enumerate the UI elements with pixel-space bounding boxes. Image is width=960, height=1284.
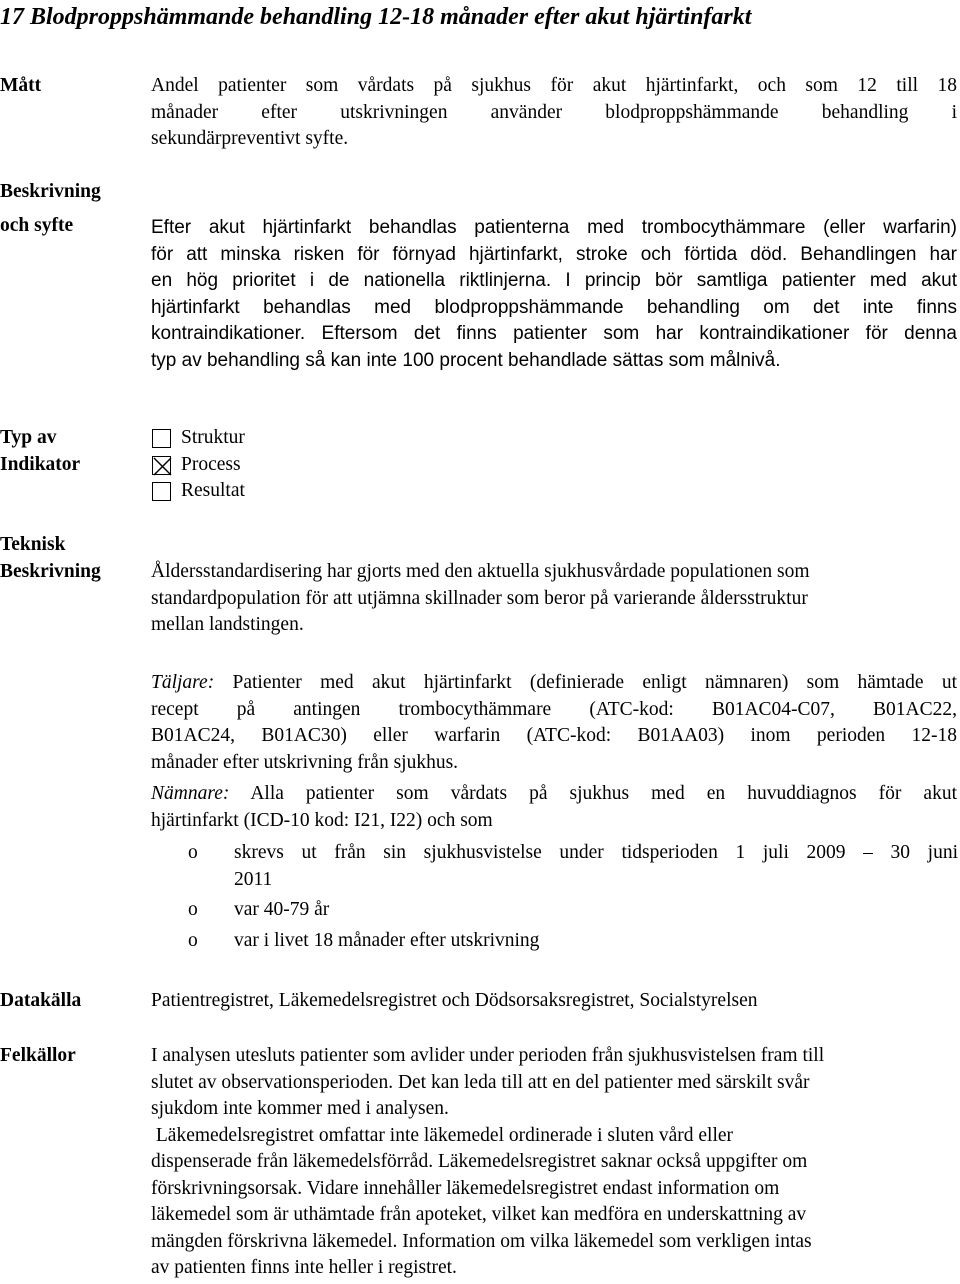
checkbox-resultat[interactable] (152, 482, 171, 501)
matt-line: månader efter utskrivningen använder blodproppshämmande behandling i (151, 101, 957, 123)
namnare-text (151, 781, 957, 834)
felkallor-line: läkemedel som är uthämtade från apoteket, vilket kan medföra en underskattning av (151, 1204, 807, 1225)
beskrivning-label-line: Beskrivning (0, 181, 101, 202)
teknisk-label-line: Teknisk (0, 534, 66, 555)
felkallor-text (151, 1043, 957, 1282)
beskrivning-line: en hög prioritet i de nationella riktlinjerna. I princip bör samtliga patienter med akut (151, 270, 957, 291)
beskrivning-label (0, 179, 140, 239)
checkmark-x-icon (153, 457, 172, 476)
teknisk-label (0, 532, 140, 585)
felkallor-line: Läkemedelsregistret omfattar inte läkemedel ordinerade i sluten vård eller (151, 1124, 734, 1146)
bullet-marker: o (188, 930, 198, 951)
matt-text (151, 73, 957, 153)
felkallor-line: slutet av observationsperioden. Det kan leda till att en del patienter med särskilt svår (151, 1071, 810, 1093)
felkallor-line: sjukdom inte kommer med i analysen. (151, 1098, 449, 1119)
datakalla-label: Datakälla (0, 990, 82, 1011)
list-item (188, 928, 958, 955)
teknisk-line: standardpopulation för att utjämna skillnader som beror på varierande åldersstruktur (151, 587, 808, 609)
bullet-marker: o (188, 842, 198, 863)
beskrivning-line: för att minska risken för förnyad hjärtinfarkt, stroke och förtida död. Behandlingen har (151, 243, 957, 265)
felkallor-line: mängden förskrivna läkemedel. Information om vilka läkemedel som verkligen intas (151, 1230, 812, 1252)
namnare-label: Nämnare: (151, 783, 230, 804)
beskrivning-line: hjärtinfarkt behandlas med blodproppshämmande behandling om det inte finns (151, 296, 957, 318)
taljare-label: Täljare: (151, 672, 215, 693)
typ-label-line: Indikator (0, 453, 81, 475)
option-struktur[interactable] (152, 425, 245, 451)
matt-line: sekundärpreventivt syfte. (151, 128, 349, 149)
felkallor-line: förskrivningsorsak. Vidare innehåller läkemedelsregistret endast information om (151, 1177, 780, 1199)
bullet-line: var i livet 18 månader efter utskrivning (234, 930, 540, 951)
felkallor-line: dispenserade från läkemedelsförråd. Läkemedelsregistret saknar också uppgifter om (151, 1151, 808, 1172)
datakalla-text: Patientregistret, Läkemedelsregistret och Dödsorsaksregistret, Socialstyrelsen (151, 990, 758, 1011)
bullet-line: var 40-79 år (234, 899, 330, 920)
typ-label-line: Typ av (0, 427, 57, 448)
option-label: Resultat (181, 479, 245, 501)
taljare-line: Täljare: Patienter med akut hjärtinfarkt (definierade enligt nämnaren) som hämtade ut (151, 672, 957, 693)
taljare-line: recept på antingen trombocythämmare (ATC-kod: B01AC04-C07, B01AC22, (151, 698, 957, 720)
beskrivning-line: kontraindikationer. Eftersom det finns patienter som har kontraindikationer för denna (151, 323, 957, 344)
bullet-line: skrevs ut från sin sjukhusvistelse under tidsperioden 1 juli 2009 – 30 juni (234, 842, 958, 863)
beskrivning-text (151, 215, 957, 374)
namnare-line: Nämnare: Alla patienter som vårdats på sjukhus med en huvuddiagnos för akut (151, 783, 957, 804)
felkallor-label: Felkällor (0, 1045, 76, 1066)
option-resultat[interactable] (152, 478, 245, 504)
beskrivning-line: typ av behandling så kan inte 100 procent behandlade sättas som målnivå. (151, 349, 781, 371)
beskrivning-label-line: och syfte (0, 214, 74, 236)
felkallor-line: I analysen utesluts patienter som avlider under perioden från sjukhusvistelsen fram till (151, 1045, 825, 1066)
taljare-line: månader efter utskrivning från sjukhus. (151, 751, 459, 773)
beskrivning-line: Efter akut hjärtinfarkt behandlas patienterna med trombocythämmare (eller warfarin) (151, 217, 957, 238)
matt-line: Andel patienter som vårdats på sjukhus för akut hjärtinfarkt, och som 12 till 18 (151, 75, 957, 96)
option-label: Process (181, 453, 241, 475)
checkbox-process[interactable] (152, 456, 171, 475)
list-item (188, 897, 958, 924)
page-title: 17 Blodproppshämmande behandling 12-18 månader efter akut hjärtinfarkt (0, 4, 752, 30)
namnare-line: hjärtinfarkt (ICD-10 kod: I21, I22) och som (151, 809, 493, 831)
option-label: Struktur (181, 426, 245, 448)
teknisk-line: Åldersstandardisering har gjorts med den aktuella sjukhusvårdade populationen som (151, 561, 810, 582)
bullet-line: 2011 (234, 868, 273, 890)
option-process[interactable] (152, 452, 241, 478)
bullet-marker: o (188, 899, 198, 920)
taljare-line: B01AC24, B01AC30) eller warfarin (ATC-kod: B01AA03) inom perioden 12-18 (151, 725, 957, 746)
taljare-text (151, 670, 957, 776)
checkbox-struktur[interactable] (152, 429, 171, 448)
typ-label (0, 425, 140, 478)
list-item (188, 840, 958, 894)
teknisk-label-line: Beskrivning (0, 560, 101, 582)
felkallor-line: av patienten finns inte heller i registret. (151, 1257, 457, 1278)
teknisk-standard-text (151, 559, 957, 639)
teknisk-line: mellan landstingen. (151, 614, 304, 635)
matt-label: Mått (0, 75, 42, 96)
